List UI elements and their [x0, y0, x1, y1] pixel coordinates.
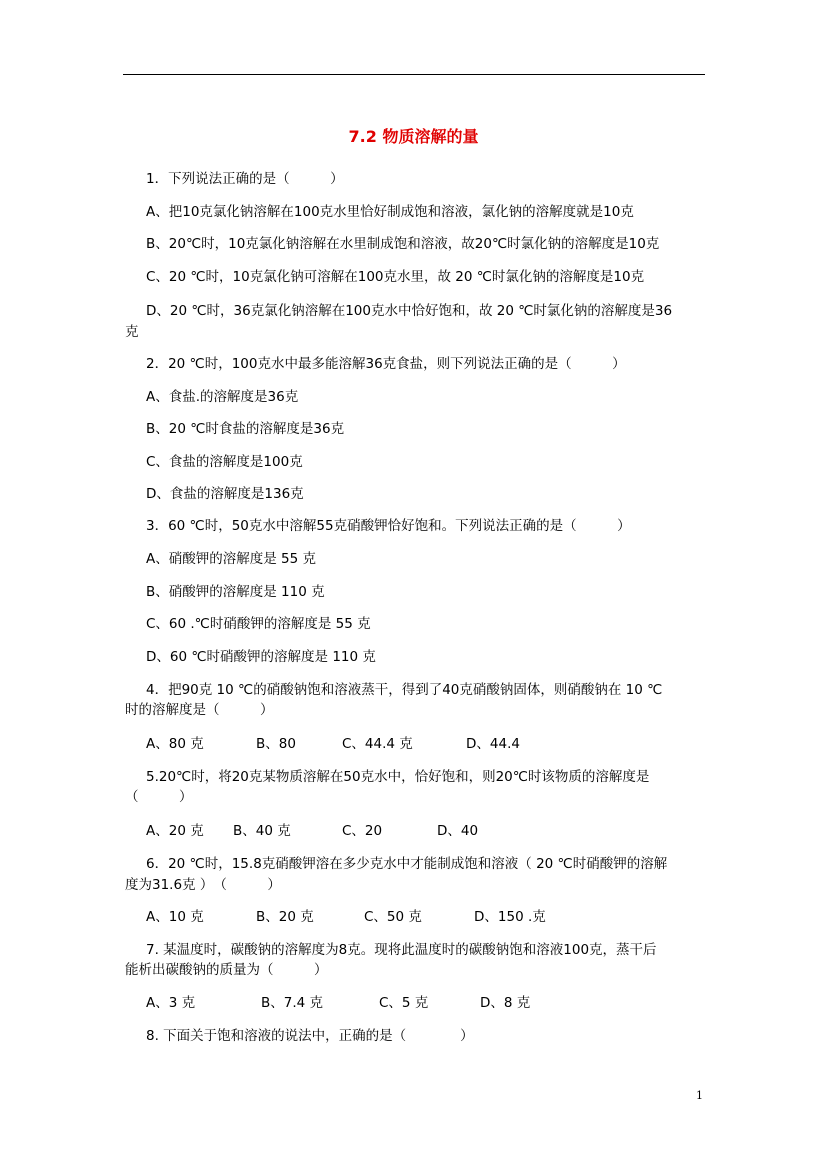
- question-8-stem: 8. 下面关于饱和溶液的说法中，正确的是（ ）: [146, 1028, 474, 1044]
- question-3-option-b: B、硝酸钾的溶解度是 110 克: [146, 584, 325, 600]
- header-rule: [123, 74, 705, 75]
- question-4-option-d: D、44.4: [466, 736, 520, 752]
- question-2-option-d: D、食盐的溶解度是136克: [146, 486, 304, 502]
- question-5-option-c: C、20: [342, 823, 383, 839]
- question-5-option-a: A、20 克: [146, 823, 204, 839]
- page-number: 1: [696, 1089, 703, 1102]
- question-4-stem: 4．把90克 10 ℃的硝酸钠饱和溶液蒸干，得到了40克硝酸钠固体，则硝酸钠在 10 ℃: [146, 682, 663, 698]
- question-7-option-c: C、5 克: [379, 995, 429, 1011]
- question-1-option-a: A、把10克氯化钠溶解在100克水里恰好制成饱和溶液，氯化钠的溶解度就是10克: [146, 204, 634, 220]
- question-3-option-d: D、60 ℃时硝酸钾的溶解度是 110 克: [146, 649, 376, 665]
- question-5-stem: 5.20℃时，将20克某物质溶解在50克水中，恰好饱和，则20℃时该物质的溶解度是: [146, 769, 650, 785]
- question-7-option-a: A、3 克: [146, 995, 196, 1011]
- question-3-option-a: A、硝酸钾的溶解度是 55 克: [146, 551, 316, 567]
- question-6-stem: 6．20 ℃时，15.8克硝酸钾溶在多少克水中才能制成饱和溶液（ 20 ℃时硝酸钾的溶解: [146, 856, 668, 872]
- question-7-stem: 7. 某温度时，碳酸钠的溶解度为8克。现将此温度时的碳酸钠饱和溶液100克，蒸干后: [146, 942, 657, 958]
- question-6-option-a: A、10 克: [146, 909, 204, 925]
- question-2-option-c: C、食盐的溶解度是100克: [146, 454, 303, 470]
- question-3-stem: 3．60 ℃时，50克水中溶解55克硝酸钾恰好饱和。下列说法正确的是（ ）: [146, 518, 631, 534]
- question-5-option-d: D、40: [437, 823, 479, 839]
- question-4-option-b: B、80: [256, 736, 296, 752]
- question-4-option-a: A、80 克: [146, 736, 204, 752]
- question-2-option-b: B、20 ℃时食盐的溶解度是36克: [146, 421, 345, 437]
- question-1-option-c: C、20 ℃时，10克氯化钠可溶解在100克水里，故 20 ℃时氯化钠的溶解度是10克: [146, 269, 645, 285]
- question-2-option-a: A、食盐.的溶解度是36克: [146, 389, 299, 405]
- question-1-option-d-continued: 克: [125, 324, 139, 340]
- question-6-stem-continued: 度为31.6克 ） （ ）: [125, 877, 281, 893]
- question-7-option-d: D、8 克: [480, 995, 531, 1011]
- question-4-stem-continued: 时的溶解度是（ ）: [125, 702, 274, 718]
- question-3-option-c: C、60 .℃时硝酸钾的溶解度是 55 克: [146, 616, 371, 632]
- question-5-stem-continued: （ ）: [125, 789, 193, 805]
- question-1-option-d: D、20 ℃时，36克氯化钠溶解在100克水中恰好饱和，故 20 ℃时氯化钠的溶解度是36: [146, 303, 673, 319]
- question-6-option-d: D、150 .克: [474, 909, 546, 925]
- question-5-option-b: B、40 克: [233, 823, 291, 839]
- question-1-option-b: B、20℃时，10克氯化钠溶解在水里制成饱和溶液，故20℃时氯化钠的溶解度是10克: [146, 236, 660, 252]
- question-2-stem: 2．20 ℃时，100克水中最多能溶解36克食盐，则下列说法正确的是（ ）: [146, 356, 626, 372]
- question-7-stem-continued: 能析出碳酸钠的质量为（ ）: [125, 962, 328, 978]
- question-6-option-c: C、50 克: [364, 909, 422, 925]
- question-4-option-c: C、44.4 克: [342, 736, 413, 752]
- page-title: 7.2 物质溶解的量: [348, 127, 479, 146]
- question-7-option-b: B、7.4 克: [261, 995, 324, 1011]
- question-6-option-b: B、20 克: [256, 909, 314, 925]
- question-1-stem: 1．下列说法正确的是（ ）: [146, 171, 344, 187]
